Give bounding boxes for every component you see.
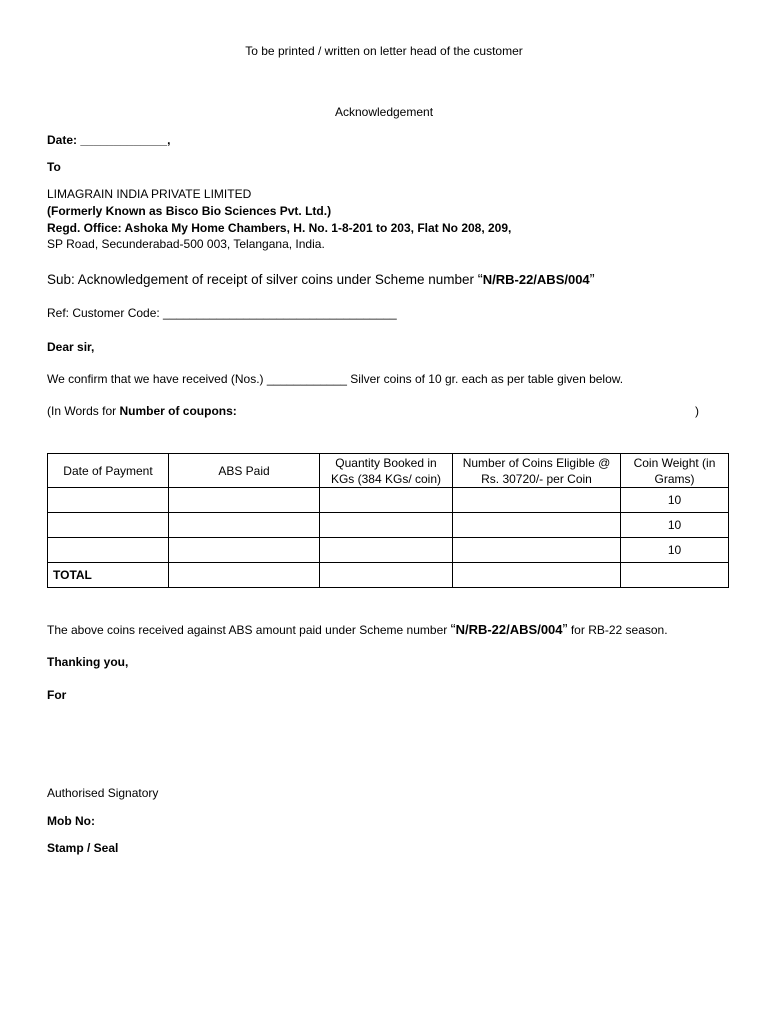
table-cell <box>320 563 453 588</box>
coins-table <box>47 453 729 588</box>
subject-prefix: Sub: Acknowledgement of receipt of silver coins under Scheme number <box>47 272 478 287</box>
subject-line <box>47 272 595 287</box>
header-abs-paid: ABS Paid <box>169 454 320 488</box>
table-cell <box>621 563 729 588</box>
authorised-signatory: Authorised Signatory <box>47 786 159 800</box>
table-row <box>48 488 729 513</box>
table-cell <box>169 513 320 538</box>
table-row <box>48 538 729 563</box>
header-quantity-booked: Quantity Booked in KGs (384 KGs/ coin) <box>320 454 453 488</box>
to-line: To <box>47 160 61 174</box>
in-words-close: ) <box>695 404 699 418</box>
subject-open-quote: “ <box>477 271 483 288</box>
table-cell <box>169 488 320 513</box>
for-line: For <box>47 688 67 702</box>
coin-weight-cell: 10 <box>621 513 729 538</box>
thanks-line: Thanking you, <box>47 655 129 669</box>
header-coin-weight: Coin Weight (in Grams) <box>621 454 729 488</box>
address-line: LIMAGRAIN INDIA PRIVATE LIMITED <box>47 187 252 201</box>
table-cell <box>453 513 621 538</box>
closing-suffix: for RB-22 season. <box>567 623 668 637</box>
confirm-line: We confirm that we have received (Nos.) ____________ Silver coins of 10 gr. each as per table given below. <box>47 372 624 386</box>
table-cell <box>48 538 169 563</box>
date-line: Date: _____________, <box>47 133 171 147</box>
header-note: To be printed / written on letter head of the customer <box>245 44 523 58</box>
subject-close-quote: ” <box>589 271 595 288</box>
table-cell <box>320 513 453 538</box>
stamp-seal: Stamp / Seal <box>47 841 119 855</box>
table-cell <box>453 563 621 588</box>
table-cell <box>453 538 621 563</box>
closing-line <box>47 622 668 638</box>
coin-weight-cell: 10 <box>621 538 729 563</box>
table-cell <box>169 538 320 563</box>
table-header-row <box>48 454 729 488</box>
in-words-line <box>47 404 237 419</box>
header-coins-eligible: Number of Coins Eligible @ Rs. 30720/- per Coin <box>453 454 621 488</box>
table-cell <box>320 538 453 563</box>
table-row <box>48 513 729 538</box>
document-title: Acknowledgement <box>334 105 434 119</box>
salutation: Dear sir, <box>47 340 95 354</box>
table-cell <box>320 488 453 513</box>
table-cell <box>48 488 169 513</box>
closing-scheme-number: N/RB-22/ABS/004 <box>455 622 563 637</box>
closing-prefix: The above coins received against ABS amount paid under Scheme number <box>47 623 451 637</box>
address-line: Regd. Office: Ashoka My Home Chambers, H. No. 1-8-201 to 203, Flat No 208, 209, <box>47 221 512 235</box>
table-total-row <box>48 563 729 588</box>
table-cell <box>169 563 320 588</box>
in-words-prefix: (In Words for <box>47 404 120 418</box>
subject-scheme-number: N/RB-22/ABS/004 <box>482 272 590 287</box>
table-cell <box>453 488 621 513</box>
closing-open-quote: “ <box>450 621 456 638</box>
in-words-label: Number of coupons: <box>119 404 237 418</box>
header-date-of-payment: Date of Payment <box>48 454 169 488</box>
mob-no: Mob No: <box>47 814 95 828</box>
total-label: TOTAL <box>48 563 169 588</box>
closing-close-quote: ” <box>562 621 568 638</box>
address-line: (Formerly Known as Bisco Bio Sciences Pvt. Ltd.) <box>47 204 332 218</box>
ref-line: Ref: Customer Code: ___________________________________ <box>47 306 397 320</box>
table-cell <box>48 513 169 538</box>
coin-weight-cell: 10 <box>621 488 729 513</box>
address-line: SP Road, Secunderabad-500 003, Telangana, India. <box>47 237 325 251</box>
